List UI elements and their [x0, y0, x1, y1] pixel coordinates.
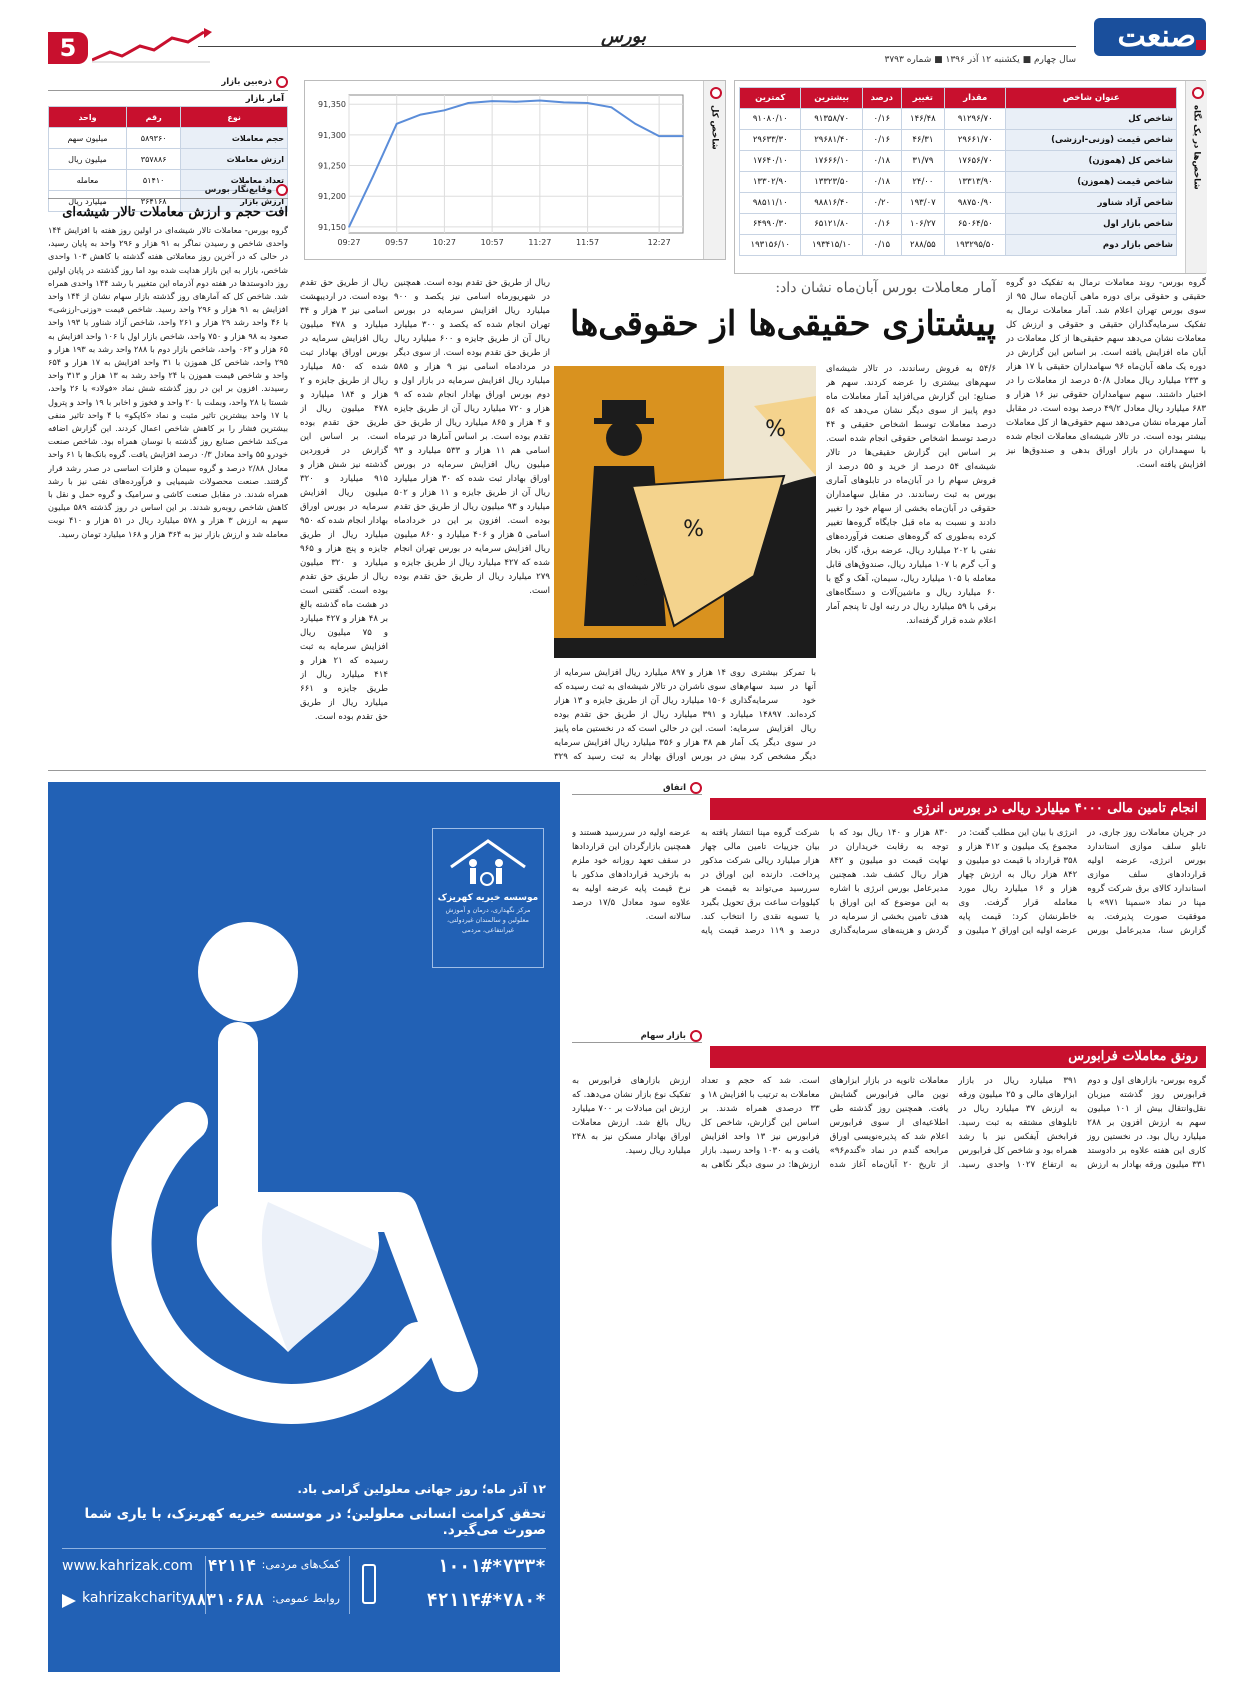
percent-cake-illustration: [554, 366, 816, 658]
table-row: [740, 109, 1177, 130]
house-family-icon: [433, 833, 543, 893]
table-cell: ارزش بازار: [181, 191, 288, 212]
left-article-title: افت حجم و ارزش معاملات تالار شیشه‌ای: [62, 205, 288, 220]
data-point: [563, 102, 565, 104]
svg-text:%: %: [628, 567, 648, 591]
table-row: [740, 151, 1177, 172]
svg-text:%: %: [765, 417, 786, 442]
table-cell: تعداد معاملات: [181, 170, 288, 191]
table-cell: ۱۴۶/۴۸: [901, 109, 944, 130]
energy-title: انجام تامین مالی ۴۰۰۰ میلیارد ریالی در بورس انرژی: [710, 798, 1206, 820]
table-cell: ۳۶۴۱۶۸: [127, 191, 181, 212]
col-header: درصد: [862, 88, 901, 109]
logo: [1078, 14, 1206, 60]
otc-article: [572, 1030, 1206, 1672]
table-cell: ۲۸۸/۵۵: [901, 235, 944, 256]
data-point: [587, 102, 589, 104]
chart-tag: شاخص کل: [703, 81, 725, 259]
left-article: [48, 184, 288, 764]
data-point: [372, 176, 374, 178]
table-cell: ۲۹۶۸۱/۴۰: [801, 130, 862, 151]
x-tick-label: 11:57: [576, 238, 600, 247]
col-header: تغییر: [901, 88, 944, 109]
help-label: کمک‌های مردمی:: [261, 1558, 340, 1571]
table-cell: ۶۵۱۲۱/۸۰: [801, 214, 862, 235]
indices-box: [734, 80, 1206, 274]
main-article-col6: با تمرکز بیشتری روی آنها در سبد سهام‌های خود سرمایه‌گذاری کرده‌اند. ۱۴۸۹۷ میلیارد ریال افزایش سرمایه: در سوی دیگر یک آمار دیگر مشخص کرد بیش: [730, 668, 816, 762]
main-article-col1: گروه بورس- روند معاملات نرمال به تفکیک دو گروه حقیقی و حقوقی برای دوره ماهی آبان‌ماه سال ۹۵ از سوی بورس تهران اعلام شد. آمار معاملات نرمال به تفکیک سرمایه‌گذاران حقیقی و حقوقی و ارزش کل معاملات نشان می‌دهد سهم حقیقی‌ها از کل معاملات در آبان ماه افزایش یافته است. بر اساس این گزارش در دوره یک ماهه آبان‌ماه ۹۶ سهامداران حقیقی با ۱۷ هزار و ۲۳۳ میلیارد ریال معادل ۵۰/۸ درصد از معاملات را در اختیار داشتند. سهم سهامداران حقوقی نیز ۱۶ هزار و ۶۸۳ میلیارد ریال معادل ۴۹/۲ درصد بوده است. در مقابل آمار مهرماه نشان می‌دهد سهم حقوقی‌ها از کل معاملات بیشتر بوده است. در تالار شیشه‌ای معاملات انجام شده با سهمداران در بازار اوراق بدهی و صندوق‌ها نیز افزایش یافته است.: [1006, 278, 1206, 470]
table-row: [49, 128, 288, 149]
page-number-badge: 5: [48, 32, 88, 64]
table-cell: ۱۷۶۵۶/۷۰: [945, 151, 1006, 172]
table-row: [740, 130, 1177, 151]
x-tick-label: 09:27: [337, 238, 361, 247]
table-row: [740, 172, 1177, 193]
y-tick-label: 91,150: [318, 222, 346, 232]
otc-title: رونق معاملات فرابورس: [710, 1046, 1206, 1068]
col-header: واحد: [49, 107, 127, 128]
table-cell: ۰/۱۶: [862, 109, 901, 130]
table-cell: ۰/۱۸: [862, 151, 901, 172]
x-tick-label: 09:57: [385, 238, 409, 247]
table-cell: ۰/۲۰: [862, 193, 901, 214]
table-cell: ۲۹۶۶۱/۷۰: [945, 130, 1006, 151]
table-cell: ۲۹۶۳۳/۳۰: [740, 130, 801, 151]
table-cell: ۰/۱۶: [862, 214, 901, 235]
trend-arrow-icon: [92, 28, 212, 64]
table-row: [740, 214, 1177, 235]
main-article-title: پیشتازی حقیقی‌ها از حقوقی‌ها: [569, 304, 996, 344]
col-header: کمترین: [740, 88, 801, 109]
market-stats-sub: آمار بازار: [245, 94, 284, 104]
data-point: [634, 123, 636, 125]
table-cell: شاخص بازار دوم: [1006, 235, 1177, 256]
col-header: عنوان شاخص: [1006, 88, 1177, 109]
table-cell: ۱۳۳۲۳/۵۰: [801, 172, 862, 193]
kahrizak-ad: [48, 782, 560, 1672]
pr-number[interactable]: ۸۸۳۱۰۶۸۸: [186, 1590, 264, 1609]
table-cell: ۹۸۸۱۶/۴۰: [801, 193, 862, 214]
help-number[interactable]: ۴۲۱۱۴: [207, 1556, 256, 1575]
logo-text: صنعت: [1117, 19, 1196, 54]
y-tick-label: 91,200: [318, 192, 346, 202]
y-tick-label: 91,350: [318, 100, 346, 110]
data-point: [491, 100, 493, 102]
indices-table: [739, 87, 1177, 256]
table-cell: ۱۷۶۶۶/۱۰: [801, 151, 862, 172]
table-cell: ۱۳۳۰۲/۹۰: [740, 172, 801, 193]
left-article-body: گروه بورس- معاملات تالار شیشه‌ای در اولین روز هفته با افزایش ۱۴۴ واحدی شاخص و رسیدن نماگر به ۹۱ هزار و ۲۹۶ واحد به پایان رسید، در حالی که در آخرین روز معاملاتی هفته گذشته با کاهش ۱۰۳ واحدی شاخص، بازار به این بازار هدایت شده بود اما روز گذشته در پایان اولین روز داد‌وستدها در هفته دوم آذرماه این متغییر با رشد ۱۴۴ واحدی همراه شد. شاخص کل که آمارهای روز گذشته بازار سهام نشان از ۱۴۴ واحد افزایش به ۹۱ هزار و ۲۹۶ واحد رسید. شاخص قیمت «وزنی-ارزشی» با ۴۶ واحد رشد ۲۹ هزار و ۲۶۱ واحد، شاخص آزاد شناور با ۱۹۳ واحد صعود به ۹۸ هزار و ۷۵۰ واحد، شاخص بازار اول با ۱۰۶ واحد افزایش به ۶۵ هزار و ۰۶۳ واحد، شاخص بازار دوم با ۲۸۸ واحد رشد به ۱۹۳ هزار و ۲۹۵ واحد، شاخص کل هموزن با ۳۱ واحد افزایش به ۱۷ هزار و ۶۵۴ واحد و شاخص قیمت هموزن با ۲۴ واحد رشد به ۱۳ هزار و ۳۱۳ واحد رسیدند. افزون بر این در روز گذشته شش نماد «فولاد» با ۲۶ واحد، شستا با ۲۸ واحد، وبملت با ۲۰ واحد و فخوز و اخابر با ۱۹ واحد و پترول با ۱۷ واحد بیشترین تاثیر مثبت و نماد «کاپکو» با ۴ واحد تاثیر منفی بیشترین فشار را بر کاهش شاخص اعمال کردند. این گزارش اضافه می‌کند شاخص صنایع روز گذشته با نوسان همراه بود. شاخص صنعت خودرو ۵۵ واحد معادل ۰/۳ درصد افزایش یافت. گروه بانک‌ها با ۶۱ واحد معادل ۲/۸۸ درصد و گروه سیمان و فلزات اساسی در صدر رشد قرار گرفتند. صنعت محصولات شیمیایی و فرآورده‌های نفتی نیز با رشد همراه شدند. در مقابل صنعت کاشی و سرامیک و گروه حمل و نقل با کاهش شاخص روبه‌رو شدند. بر این اساس در روز گذشته ۵۸۹ میلیون سهم به ارزش ۳ هزار و ۵۷۸ میلیارد ریال در ۵۱ هزار و ۴۱۰ نوبت معامله شد و ارزش بازار نیز به ۳۶۴ هزار و ۱۶۸ میلیارد تومان رسید.: [48, 225, 288, 539]
main-article: [300, 270, 1206, 768]
pr-label: روابط عمومی:: [271, 1592, 340, 1605]
main-article-col3: ریال از طریق حق تقدم بوده است. همچنین در شهریورماه اسامی نیز یکصد و ۹۰۰ میلیارد ریال افزایش سرمایه در بورس تهران انجام شده که یکصد و ۳۰۰ میلیارد ریال آن از طریق جایزه و ۶۰۰ میلیارد ریال از طریق حق تقدم بوده است. از سوی دیگر در مردادماه اسامی نیز ۹ هزار و ۵۸۵ میلیارد ریال افزایش سرمایه در بازار اول و دوم بورس اوراق بهادار انجام شده که ۹ هزار و ۷۲۰ میلیارد ریال آن از طریق جایزه و ۴ هزار و ۸۶۵ میلیارد ریال از طریق حق تقدم بوده است. بر اساس آمارها در تیرماه اسامی هم ۱۱ هزار و ۵۳۳ میلیارد و ۹۳ میلیون ریال افزایش سرمایه در بورس اوراق بهادار ثبت شده که ۳۰ هزار میلیارد ریال آن از طریق جایزه و ۱۱ هزار و ۵۰۲ میلیارد و ۹۳ میلیون ریال از طریق حق تقدم بوده است. افزون بر این در خردادماه اسامی ۵ هزار و ۴۰۶ میلیارد و ۸۶۰ میلیون ریال افزایش سرمایه در بورس تهران انجام شده که ۴۲۷ میلیارد ریال از طریق جایزه و ۲۷۹ میلیارد ریال از طریق حق تقدم بوده است.: [394, 278, 550, 596]
market-stats-tag: ذره‌بین بازار: [48, 76, 288, 91]
table-cell: ۱۷۶۴۰/۱۰: [740, 151, 801, 172]
y-tick-label: 91,300: [318, 130, 346, 140]
ussd-1[interactable]: *۷۳۳*۱۰۰۱#: [437, 1556, 546, 1577]
masthead: [48, 14, 1206, 66]
table-cell: ۱۹۳۲۹۵/۵۰: [945, 235, 1006, 256]
table-row: [740, 193, 1177, 214]
table-cell: ۲۴/۰۰: [901, 172, 944, 193]
energy-article: [572, 782, 1206, 1024]
x-tick-label: 10:57: [480, 238, 504, 247]
index-line-chart: [309, 85, 699, 257]
chart-box: [304, 80, 726, 260]
website[interactable]: www.kahrizak.com: [62, 1558, 193, 1574]
mobile-icon: [362, 1564, 376, 1604]
table-cell: ۵۱۴۱۰: [127, 170, 181, 191]
energy-tag: اتفاق: [572, 782, 702, 795]
table-cell: ۰/۱۶: [862, 130, 901, 151]
ad-contacts: [62, 1556, 546, 1656]
col-header: بیشترین: [801, 88, 862, 109]
table-cell: شاخص قیمت (هموزن): [1006, 172, 1177, 193]
table-cell: ۹۱۲۹۶/۷۰: [945, 109, 1006, 130]
org-logo-box: موسسه خیریه کهریزک مرکز نگهداری، درمان و آموزش معلولین و سالمندان غیردولتی، غیرانتفاعی، مردمی: [432, 828, 544, 968]
data-point: [420, 114, 422, 116]
table-cell: ۳۵۷۸۸۶: [127, 149, 181, 170]
y-tick-label: 91,250: [318, 161, 346, 171]
table-cell: ۱۹۳۴۱۵/۱۰: [801, 235, 862, 256]
data-point: [658, 135, 660, 137]
table-cell: ۱۹۳/۰۷: [901, 193, 944, 214]
ad-line2: تحقق کرامت انسانی معلولین؛ در موسسه خیریه کهریزک، با یاری شما صورت می‌گیرد.: [84, 1506, 546, 1538]
table-cell: ۵۸۹۳۶۰: [127, 128, 181, 149]
energy-body: در جریان معاملات روز جاری، در تابلو سلف موازی استاندارد بورس انرژی، عرضه اولیه قراردادهای سلف موازی استاندارد کالای برق شرکت گروه مپنا در نماد «سمپنا ۹۷۱» با موفقیت صورت پذیرفت. به گزارش سنا، مدیرعامل بورس انرژی با بیان این مطلب گفت: در مجموع یک میلیون و ۴۱۲ هزار و ۳۵۸ قرارداد با قیمت دو میلیون و ۸۴۲ هزار ریال به ارزش چهار هزار و ۱۶ میلیارد ریال مورد معامله قرار گرفت. وی خاطرنشان کرد: قیمت پایه عرضه اولیه این اوراق ۲ میلیون و ۸۳۰ هزار و ۱۴۰ ریال بود که با توجه به رقابت خریداران در نهایت قیمت دو میلیون و ۸۴۲ هزار ریال کشف شد. همچنین مدیرعامل بورس انرژی با اشاره به این موضوع که این اوراق با هدف تامین بخشی از سرمایه در گردش و هزینه‌های سرمایه‌گذاری شرکت گروه مپنا انتشار یافته به بیان جزییات تامین مالی چهار هزار میلیارد ریالی شرکت مذکور پرداخت. دارنده این اوراق در سررسید می‌تواند به قیمت هر کیلووات ساعت برق تحویل بگیرد یا تسویه نقدی را انتخاب کند. درصد و ۱۱۹ درصد قیمت پایه عرضه اولیه در سررسید هستند و همچنین بازارگردان این قراردادها در سقف تعهد روزانه خود ملزم به بازخرید قراردادهای مذکور با نرخ قیمت پایه عرضه اولیه به علاوه سود معادل ۱۷/۵ درصد سالانه است.: [572, 828, 1206, 936]
data-point: [396, 123, 398, 125]
table-cell: ۱۳۳۱۳/۹۰: [945, 172, 1006, 193]
table-cell: ۱۰۶/۲۷: [901, 214, 944, 235]
section-title: بورس: [601, 26, 646, 47]
table-cell: ۶۵۰۶۴/۵۰: [945, 214, 1006, 235]
main-article-col2: ۵۴/۶ به فروش رساندند، در تالار شیشه‌ای سهم‌های بیشتری را عرضه کردند. سهم هر صنایع: این گزارش می‌افزاید آمار معاملات ماه دوم پاییز از سوی دیگر نشان می‌دهد که ۵۶ درصد معاملات توسط اشخاص حقیقی و ۴۴ درصد توسط اشخاص حقوقی انجام شده است. بر اساس این گزارش حقیقی‌ها در تالار شیشه‌ای ۵۴ درصد از خرید و ۵۵ درصد از فروش سهام را در آبان‌ماه در تابلوهای آماری بورس به ثبت رساندند. در مقابل سهامداران حقوقی در آبان‌ماه بخشی از سهام خود را تغییر دادند و نسبت به ماه قبل جایگاه گروه‌ها تغییر کرده به‌طوری که گروه‌های صنعت فرآورده‌های نفتی با ۲۰۲ میلیارد ریال، عرضه برق، گاز، بخار و آب گرم با ۱۰۷ میلیارد ریال، صندوق‌های قابل معامله با ۱۰۵ میلیارد ریال، سیمان، آهک و گچ با ۶۰ میلیارد ریال و ماشین‌آلات و دستگاه‌های برقی با ۵۹ میلیارد ریال در رتبه اول تا پنجم آمار اعلام شده قرار گرفته‌اند.: [826, 364, 996, 626]
edition-line: سال چهارم ■ یکشنبه ۱۲ آذر ۱۳۹۶ ■ شماره ۳۷۹۳: [516, 46, 1076, 64]
table-row: [740, 235, 1177, 256]
main-article-col5: ۱۴ هزار و ۸۹۷ میلیارد ریال افزایش سرمایه از سوی ناشران در تالار شیشه‌ای به ثبت رسیده که ۱۵۰۶ میلیارد ریال آن از طریق جایزه و ۱۳ هزار و ۳۹۱ میلیارد ریال از طریق حق تقدم بوده است. این در حالی است که در نخستین ماه پاییز هم ۳۸ هزار و ۳۵۶ میلیارد ریال افزایش سرمایه در بورس اوراق بهادار به ثبت رسید که ۳۲۹: [554, 668, 726, 762]
telegram-icon: [62, 1594, 76, 1608]
table-cell: ۹۱۳۵۸/۷۰: [801, 109, 862, 130]
table-cell: ۰/۱۵: [862, 235, 901, 256]
col-header: مقدار: [945, 88, 1006, 109]
data-point: [611, 106, 613, 108]
data-point: [682, 135, 684, 137]
table-cell: ۰/۱۸: [862, 172, 901, 193]
table-cell: شاخص قیمت (وزنی-ارزشی): [1006, 130, 1177, 151]
indices-tag: شاخص‌ها در یک نگاه: [1185, 81, 1207, 273]
ad-line1: ۱۲ آذر ماه؛ روز جهانی معلولین گرامی باد.: [297, 1482, 546, 1496]
table-cell: حجم معاملات: [181, 128, 288, 149]
otc-tag: بازار سهام: [572, 1030, 702, 1043]
table-cell: ارزش معاملات: [181, 149, 288, 170]
col-header: نوع: [181, 107, 288, 128]
col-header: رقم: [127, 107, 181, 128]
table-cell: ۹۸۷۵۰/۹۰: [945, 193, 1006, 214]
table-cell: ۳۱/۷۹: [901, 151, 944, 172]
table-cell: شاخص کل (هموزن): [1006, 151, 1177, 172]
table-cell: معامله: [49, 170, 127, 191]
x-tick-label: 10:27: [432, 238, 456, 247]
x-tick-label: 11:27: [528, 238, 552, 247]
main-article-col4: ریال از طریق حق تقدم بوده است. در اردیبهشت اسامی نیز ۳ هزار و ۳۴ میلیارد و ۴۷۸ میلیون ریال افزایش سرمایه در بورس اوراق بهادار ثبت شده که ۸۵۰ میلیارد ریال از طریق جایزه و ۲ هزار و ۱۸۴ میلیارد و ۴۷۸ میلیون ریال از طریق حق تقدم بوده است. بر اساس این گزارش در فروردین گذشته نیز شش هزار و ۹۱۵ میلیارد و ۳۲۰ میلیون ریال افزایش سرمایه در بورس اوراق بهادار انجام شده که ۹۵۰ میلیارد ریال از طریق جایزه و پنج هزار و ۹۶۵ میلیارد و ۳۲۰ میلیون ریال از طریق حق تقدم بوده است. گفتنی است در هشت ماه گذشته بالغ بر ۴۸ هزار و ۴۲۷ میلیارد و ۷۵ میلیون ریال افزایش سرمایه به ثبت رسیده که ۲۱ هزار و ۴۱۴ میلیارد ریال از طریق جایزه و ۶۶۱ میلیارد ریال از طریق حق تقدم بوده است.: [300, 278, 388, 722]
data-point: [444, 110, 446, 112]
otc-body: گروه بورس- بازارهای اول و دوم فرابورس روز گذشته میزبان نقل‌وانتقال بیش از ۱۰۱ میلیون سهم به ارزش افزون بر ۲۸۸ میلیارد ریال بود. در نخستین روز کاری این هفته علاوه بر داد‌وستد ۳۳۱ میلیون ورقه بهادار به ارزش ۳۹۱ میلیارد ریال در بازار ابزارهای مالی و ۲۵ میلیون ورقه به ارزش ۳۷ میلیارد ریال در تابلوهای مشتقه به ثبت رسید. فرابخش آیفکس نیز با رشد همراه بود و شاخص کل فرابورس به ارتفاع ۱۰۲۷ واحدی رسید. معاملات ثانویه در بازار ابزارهای نوین مالی فرابورس گشایش یافت. همچنین روز گذشته طی اطلاعیه‌ای از سوی فرابورس اعلام شد که پذیره‌نویسی اوراق مرابحه گندم در نماد «گندم۹۶» از تاریخ ۲۰ آبان‌ماه آغاز شده است. شد که حجم و تعداد معاملات به ترتیب با افزایش ۱۸ و ۳۳ درصدی همراه شدند. بر اساس این گزارش، شاخص کل فرابورس نیز ۱۳ واحد افزایش یافت و به ۱۰۳۰ واحد رسید. بازار ارزش‌ها: در سوی دیگر نگاهی به ارزش بازارهای فرابورس به تفکیک نوع بازار نشان می‌دهد. که ارزش این مبادلات بر ۷۰۰ میلیارد ریال بالغ شد. ارزش معاملات اوراق بهادار مسکن نیز به ۲۴۸ میلیارد ریال رسید.: [572, 1076, 1206, 1170]
data-point: [348, 226, 350, 228]
table-cell: ۹۸۵۱۱/۱۰: [740, 193, 801, 214]
social-handle[interactable]: kahrizakcharity: [82, 1590, 190, 1606]
plot-area: [349, 95, 683, 233]
table-cell: میلیارد ریال: [49, 191, 127, 212]
data-point: [467, 102, 469, 104]
x-tick-label: 12:27: [647, 238, 671, 247]
main-article-kicker: آمار معاملات بورس آبان‌ماه نشان داد:: [775, 280, 996, 296]
table-cell: شاخص بازار اول: [1006, 214, 1177, 235]
table-cell: شاخص آزاد شناور: [1006, 193, 1177, 214]
data-point: [539, 100, 541, 102]
ussd-2[interactable]: *۷۸۰*۴۲۱۱۴#: [426, 1590, 546, 1611]
table-cell: ۶۴۹۹۰/۳۰: [740, 214, 801, 235]
wheelchair-heart-icon: [88, 902, 508, 1462]
data-point: [515, 101, 517, 103]
table-cell: میلیون سهم: [49, 128, 127, 149]
left-article-tag: وقایع‌نگار بورس: [48, 184, 288, 199]
table-cell: ۴۶/۳۱: [901, 130, 944, 151]
table-cell: ۱۹۳۱۵۶/۱۰: [740, 235, 801, 256]
table-row: [49, 149, 288, 170]
table-cell: میلیون ریال: [49, 149, 127, 170]
table-cell: شاخص کل: [1006, 109, 1177, 130]
table-cell: ۹۱۰۸۰/۱۰: [740, 109, 801, 130]
svg-text:%: %: [683, 517, 704, 542]
